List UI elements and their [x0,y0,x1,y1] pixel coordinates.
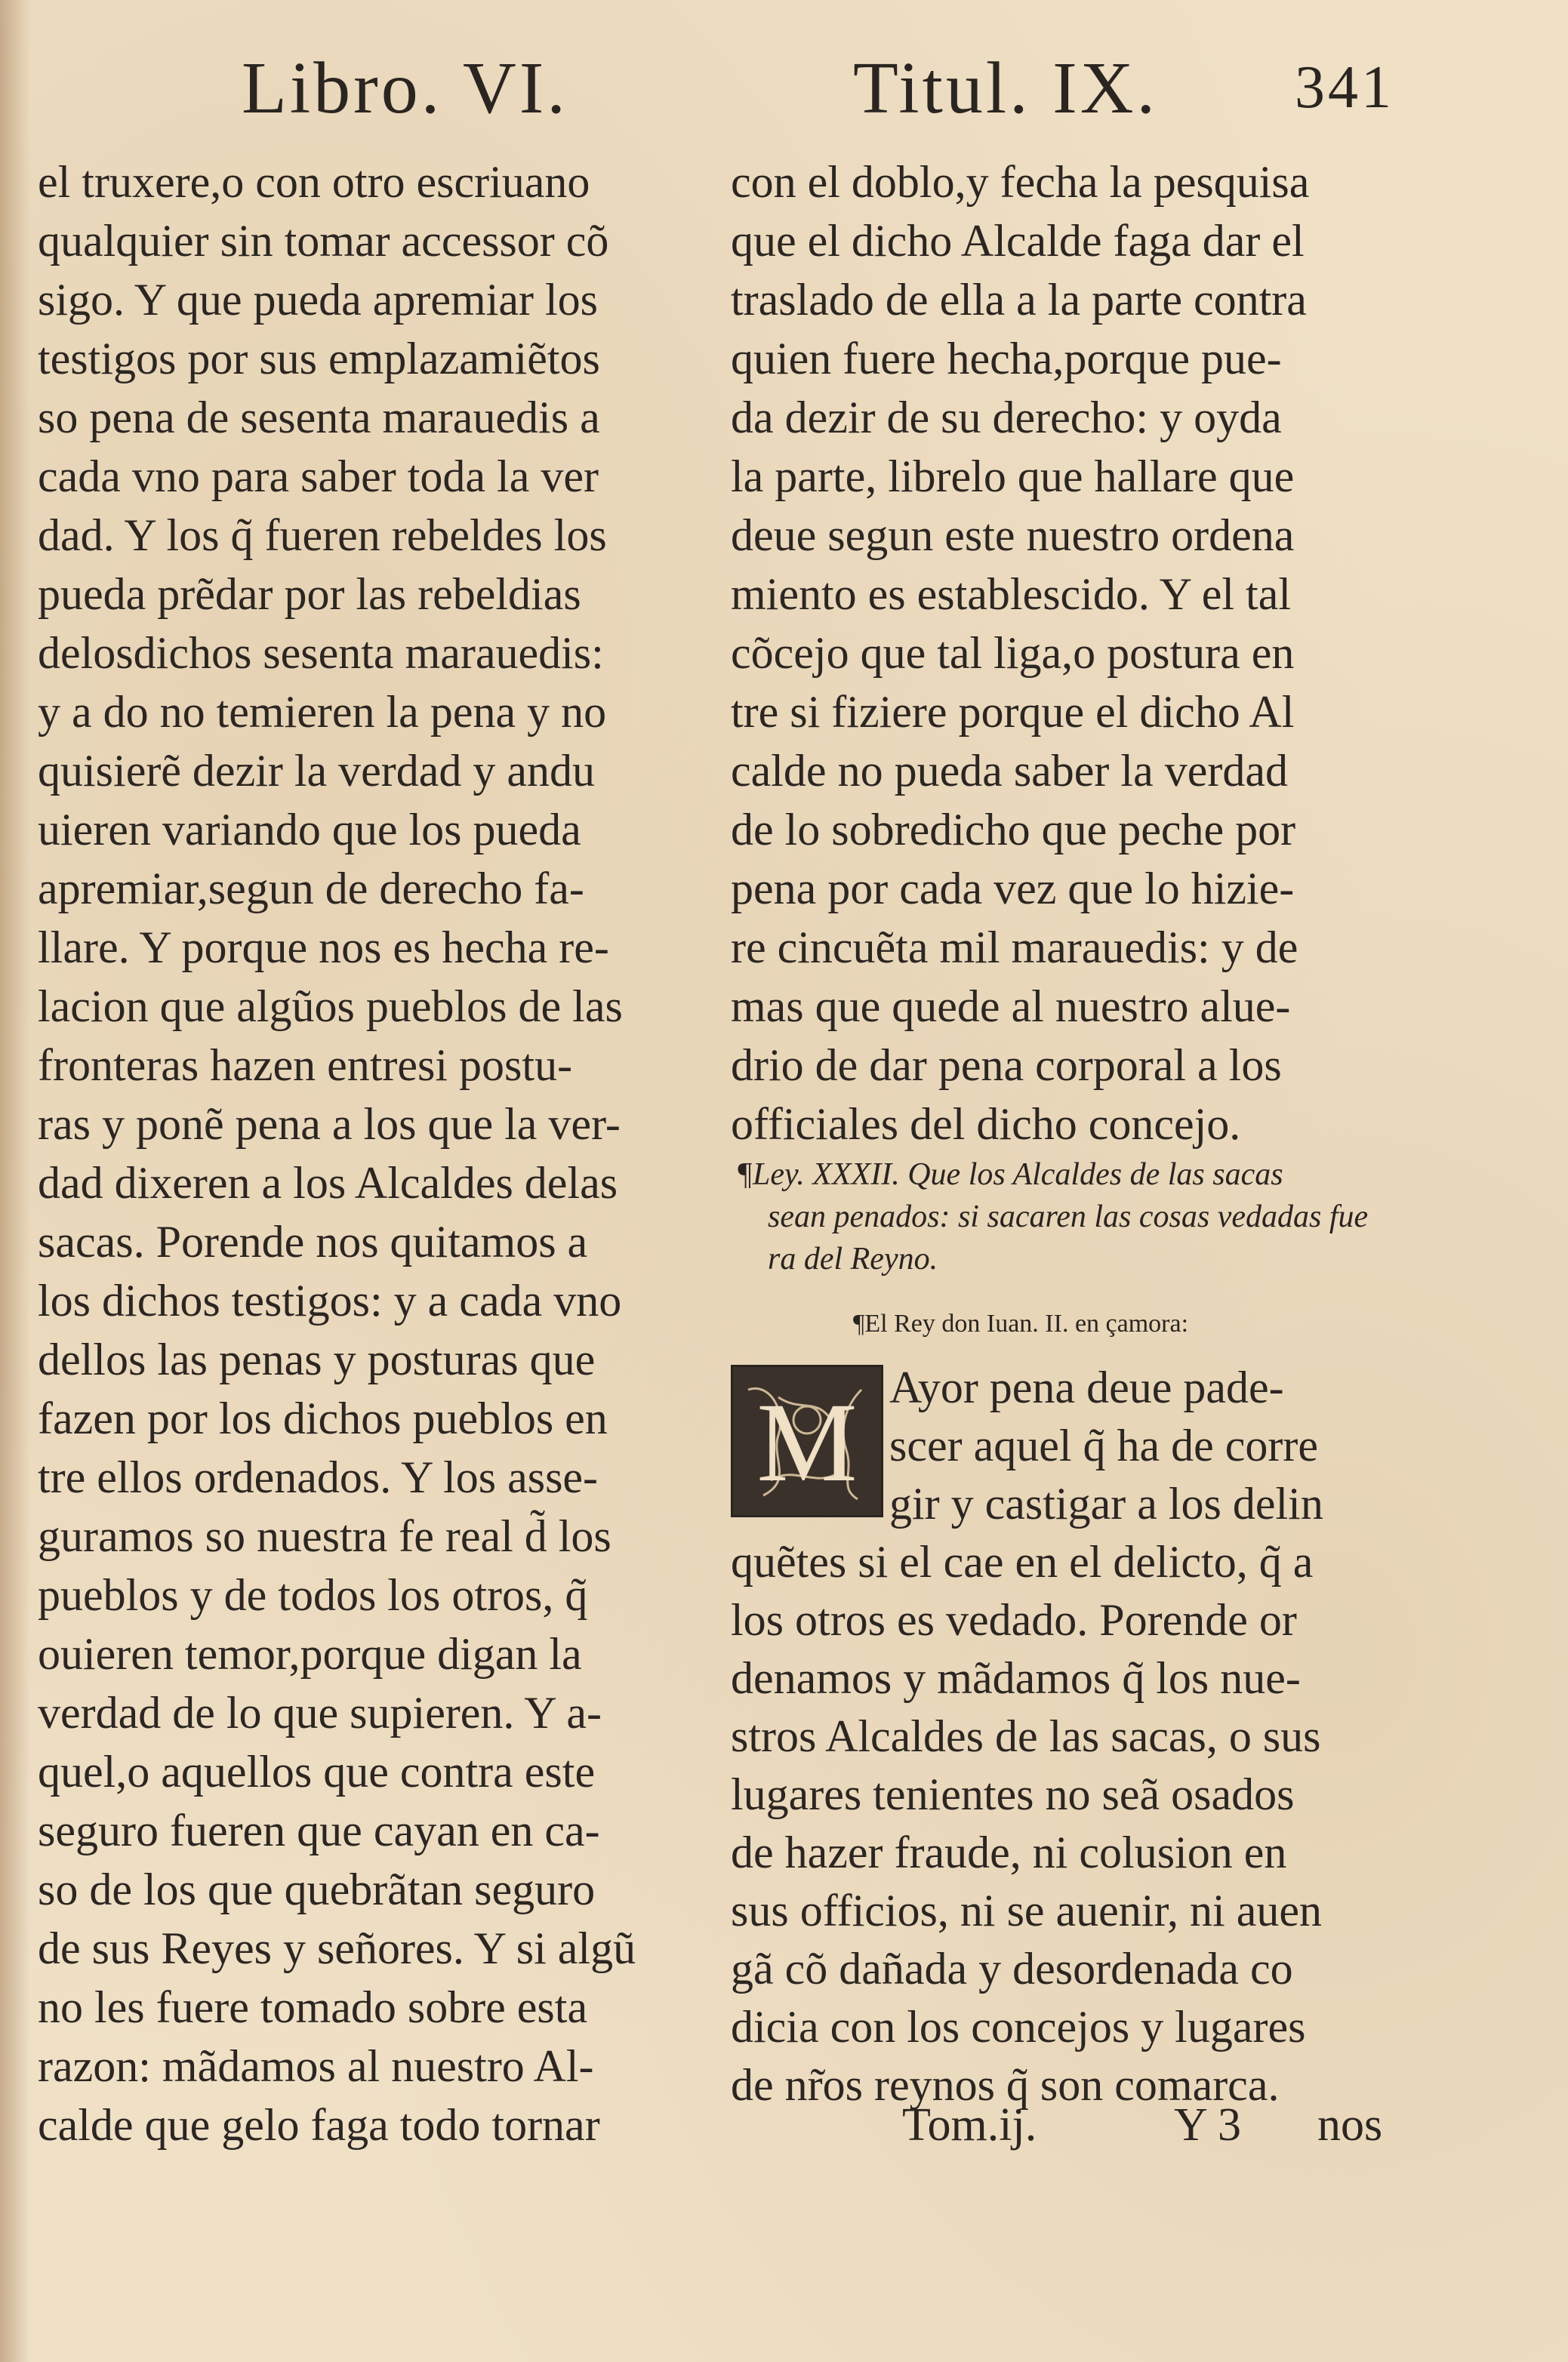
text-line: sacas. Porende nos quitamos a [38,1217,588,1267]
text-line: de hazer fraude, ni colusion en [731,1828,1287,1877]
text-line: uieren variando que los pueda [38,805,581,855]
text-line: la parte, librelo que hallare que [731,451,1295,501]
text-line: Ayor pena deue pade- [889,1363,1284,1412]
text-line: no les fuere tomado sobre esta [38,1982,588,2032]
volume-mark: Tom.ij. [902,2099,1037,2151]
text-line: verdad de lo que supieren. Y a- [38,1688,602,1738]
text-line: dad. Y los q̃ fueren rebeldes los [38,510,607,560]
text-line: denamos y mãdamos q̃ los nue- [731,1653,1301,1703]
text-line: los dichos testigos: y a cada vno [38,1276,622,1326]
text-line: tre si fiziere porque el dicho Al [731,687,1295,737]
text-line: fronteras hazen entresi postu- [38,1040,573,1090]
text-line: que el dicho Alcalde faga dar el [731,216,1305,266]
initial-letter: M [756,1380,858,1505]
text-line: lacion que algũos pueblos de las [38,981,623,1031]
text-line: dicia con los concejos y lugares [731,2002,1306,2052]
text-line: con el doblo,y fecha la pesquisa [731,157,1310,207]
source-note: ¶El Rey don Iuan. II. en çamora: [853,1310,1189,1338]
text-line: ouieren temor,porque digan la [38,1629,582,1679]
left-column [38,152,679,2154]
text-line: testigos por sus emplazamiẽtos [38,334,600,383]
text-line: stros Alcaldes de las sacas, o sus [731,1711,1321,1761]
text-line: llare. Y porque nos es hecha re- [38,922,609,972]
text-line: scer aquel q̃ ha de corre [889,1421,1319,1470]
text-line: so de los que quebrãtan seguro [38,1865,596,1914]
text-line: qualquier sin tomar accessor cõ [38,216,609,266]
header-title: Titul. IX. [853,48,1159,129]
right-column [731,152,1395,1153]
text-line: mas que quede al nuestro alue- [731,981,1291,1031]
text-line: de nr̃os reynos q̃ son comarca. [731,2060,1280,2110]
header-book: Libro. VI. [242,48,568,129]
text-line: sus officios, ni se auenir, ni auen [731,1886,1322,1935]
text-line: da dezir de su derecho: y oyda [731,393,1282,442]
rubric-line: ¶Ley. XXXII. Que los Alcaldes de las sacas [736,1157,1283,1192]
rubric-line: ra del Reyno. [768,1242,938,1276]
text-line: de lo sobredicho que peche por [731,805,1296,855]
text-line: fazen por los dichos pueblos en [38,1393,608,1443]
text-line: seguro fueren que cayan en ca- [38,1806,600,1855]
text-line: los otros es vedado. Porende or [731,1595,1297,1645]
text-line: lugares tenientes no seã osados [731,1769,1295,1819]
text-line: drio de dar pena corporal a los [731,1040,1282,1090]
catchword: nos [1317,2099,1383,2151]
text-line: cada vno para saber toda la ver [38,451,599,501]
running-header [0,48,1568,134]
text-line: delosdichos sesenta marauedis: [38,628,604,678]
text-line: gir y castigar a los delin [889,1479,1323,1529]
text-line: razon: mãdamos al nuestro Al- [38,2041,594,2091]
text-line: quien fuere hecha,porque pue- [731,334,1282,383]
text-line: guramos so nuestra fe real d̃ los [38,1511,611,1561]
text-line: apremiar,segun de derecho fa- [38,864,584,913]
text-line: pena por cada vez que lo hizie- [731,864,1295,913]
text-line: re cincuẽta mil marauedis: y de [731,922,1298,972]
law-text [731,1359,1395,2114]
text-line: de sus Reyes y señores. Y si algũ [38,1923,636,1973]
text-line: gã cõ dañada y desordenada co [731,1944,1293,1994]
text-line: deue segun este nuestro ordena [731,510,1295,560]
text-line: pueda prẽdar por las rebeldias [38,569,581,619]
text-line: sigo. Y que pueda apremiar los [38,275,599,325]
text-line: miento es establescido. Y el tal [731,569,1292,619]
page-footer [0,2099,1568,2159]
text-line: el truxere,o con otro escriuano [38,157,590,207]
text-line: ras y ponẽ pena a los que la ver- [38,1099,621,1149]
text-line: pueblos y de todos los otros, q̃ [38,1570,588,1620]
signature-mark: Y 3 [1174,2099,1241,2151]
text-line: calde que gelo faga todo tornar [38,2100,600,2150]
rubric-line: sean penados: si sacaren las cosas vedadas fue [768,1199,1369,1234]
text-line: officiales del dicho concejo. [731,1099,1241,1149]
text-line: dellos las penas y posturas que [38,1335,596,1384]
text-line: calde no pueda saber la verdad [731,746,1288,796]
text-line: traslado de ella a la parte contra [731,275,1307,325]
text-line: so pena de sesenta marauedis a [38,393,600,442]
text-line: dad dixeren a los Alcaldes delas [38,1158,618,1208]
law-rubric [736,1153,1400,1280]
text-line: quisierẽ dezir la verdad y andu [38,746,596,796]
text-line: tre ellos ordenados. Y los asse- [38,1452,599,1502]
text-line: y a do no temieren la pena y no [38,687,607,737]
text-line: cõcejo que tal liga,o postura en [731,628,1295,678]
page-number: 341 [1295,54,1394,121]
text-line: quel,o aquellos que contra este [38,1747,596,1797]
text-line: quẽtes si el cae en el delicto, q̃ a [731,1537,1314,1587]
